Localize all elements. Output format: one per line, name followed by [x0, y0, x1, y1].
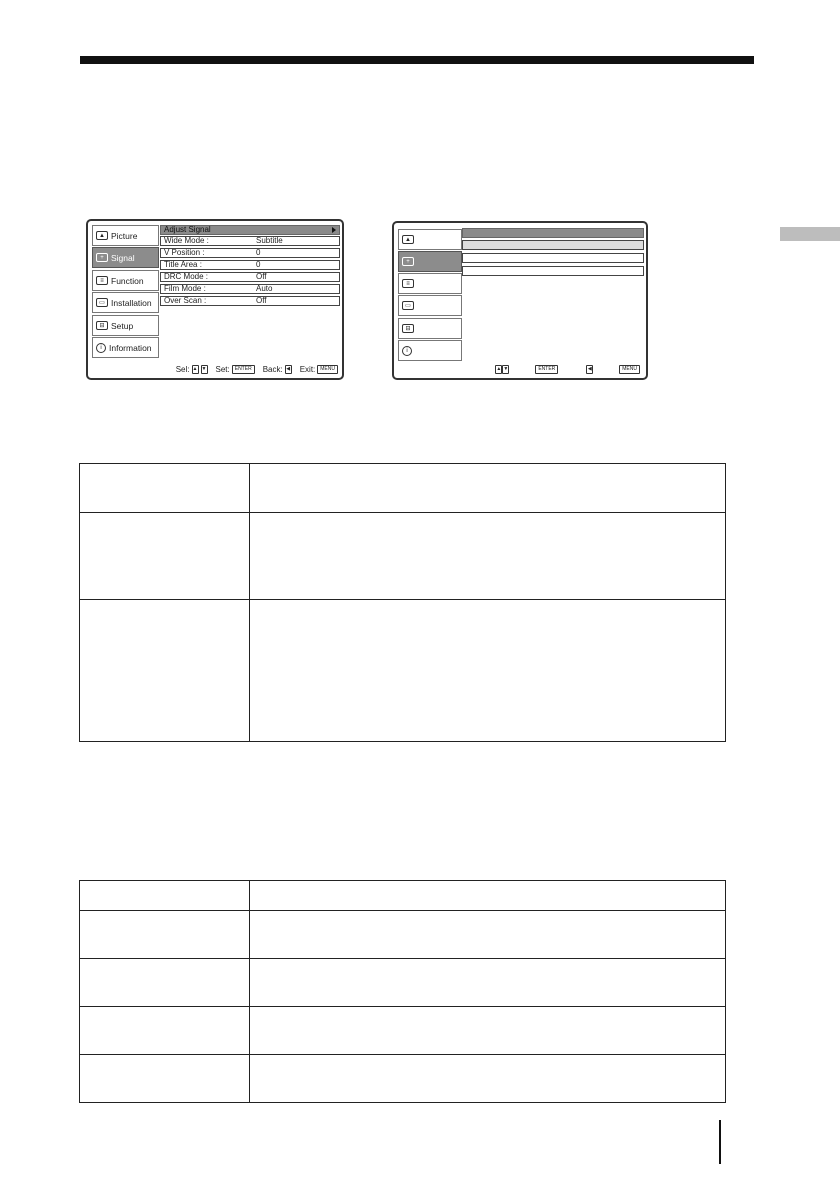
table-cell	[80, 600, 250, 742]
up-arrow-icon: ▲	[496, 366, 502, 372]
row-label: V Position :	[164, 248, 205, 257]
tab-label: Installation	[111, 297, 152, 308]
information-icon: i	[402, 346, 412, 356]
row-value: 0	[256, 260, 261, 269]
signal-icon: +	[96, 253, 108, 262]
row-label: DRC Mode :	[164, 272, 209, 281]
table-cell	[250, 1007, 726, 1055]
table-row	[80, 1055, 726, 1103]
picture-icon: ▲	[96, 231, 108, 240]
table-cell	[250, 600, 726, 742]
row-label: Wide Mode :	[164, 236, 209, 245]
table-cell	[80, 513, 250, 600]
table-cell	[80, 881, 250, 911]
row-label: Film Mode :	[164, 284, 206, 293]
footer-back-label: Back:	[262, 365, 283, 374]
table-cell	[80, 1055, 250, 1103]
settings-table	[79, 880, 726, 1103]
row-label: Title Area :	[164, 260, 202, 269]
menu-row-v-position[interactable]	[160, 248, 340, 258]
page-number-divider	[719, 1120, 721, 1164]
information-icon: i	[96, 343, 106, 353]
table-cell	[80, 911, 250, 959]
enter-key-icon: ENTER	[232, 365, 255, 374]
adjust-signal-header[interactable]	[160, 225, 340, 235]
section-side-tab	[780, 227, 840, 241]
menu-key-icon: MENU	[317, 365, 338, 374]
tab-label: Information	[109, 342, 152, 353]
tab-signal[interactable]	[398, 251, 462, 272]
menu-row-over-scan[interactable]	[160, 296, 340, 306]
back-arrow-icon: ◀	[587, 366, 592, 372]
tab-label: Setup	[111, 320, 134, 331]
settings-table	[79, 463, 726, 742]
table-row	[80, 959, 726, 1007]
menu-row-drc-mode[interactable]	[160, 272, 340, 282]
down-arrow-icon: ▼	[503, 366, 509, 372]
table-row	[80, 881, 726, 911]
menu-row[interactable]	[462, 240, 644, 250]
menu-row-wide-mode[interactable]	[160, 236, 340, 246]
table-row	[80, 911, 726, 959]
tab-picture[interactable]	[92, 225, 159, 246]
up-arrow-icon: ▲	[192, 366, 198, 372]
tab-picture[interactable]	[398, 229, 462, 250]
tab-function[interactable]	[92, 270, 159, 291]
footer-exit-label: Exit:	[299, 365, 316, 374]
table-row	[80, 1007, 726, 1055]
table-cell	[250, 513, 726, 600]
osd-footer	[176, 365, 338, 374]
table-cell	[250, 1055, 726, 1103]
enter-key-icon: ENTER	[535, 365, 558, 374]
row-value: Off	[256, 296, 267, 305]
tab-label: Signal	[111, 252, 135, 263]
tab-information[interactable]	[398, 340, 462, 361]
menu-row[interactable]	[462, 266, 644, 276]
tab-setup[interactable]	[398, 318, 462, 339]
tab-installation[interactable]	[398, 295, 462, 316]
row-value: Off	[256, 272, 267, 281]
row-value: Subtitle	[256, 236, 283, 245]
setup-icon: ⊟	[96, 321, 108, 330]
table-cell	[80, 959, 250, 1007]
menu-key-icon: MENU	[619, 365, 640, 374]
menu-row-film-mode[interactable]	[160, 284, 340, 294]
table-cell	[250, 464, 726, 513]
table-cell	[250, 959, 726, 1007]
tab-function[interactable]	[398, 273, 462, 294]
top-rule	[80, 56, 754, 64]
table-cell	[80, 464, 250, 513]
row-label: Over Scan :	[164, 296, 207, 305]
footer-set-label: Set:	[215, 365, 230, 374]
setup-icon: ⊟	[402, 324, 414, 333]
tab-label: Function	[111, 275, 144, 286]
table-cell	[80, 1007, 250, 1055]
table-cell	[250, 881, 726, 911]
table-cell	[250, 911, 726, 959]
osd-footer	[495, 365, 640, 374]
function-icon: ≡	[402, 279, 414, 288]
picture-icon: ▲	[402, 235, 414, 244]
menu-row[interactable]	[462, 253, 644, 263]
function-icon: ≡	[96, 276, 108, 285]
row-value: Auto	[256, 284, 273, 293]
installation-icon: ▭	[96, 298, 108, 307]
row-value: 0	[256, 248, 261, 257]
table-row	[80, 464, 726, 513]
chevron-right-icon	[332, 227, 336, 233]
tab-signal[interactable]	[92, 247, 159, 268]
osd-menu-screen-blank	[392, 221, 648, 380]
table-row	[80, 600, 726, 742]
menu-row-title-area[interactable]	[160, 260, 340, 270]
menu-header-label: Adjust Signal	[164, 225, 211, 234]
signal-icon: +	[402, 257, 414, 266]
osd-menu-screen	[86, 219, 344, 380]
table-row	[80, 513, 726, 600]
down-arrow-icon: ▼	[201, 366, 207, 372]
menu-header-bar[interactable]	[462, 228, 644, 238]
back-arrow-icon: ◀	[286, 366, 291, 372]
installation-icon: ▭	[402, 301, 414, 310]
tab-installation[interactable]	[92, 292, 159, 313]
footer-sel-label: Sel:	[175, 365, 190, 374]
tab-information[interactable]	[92, 337, 159, 358]
tab-setup[interactable]	[92, 315, 159, 336]
tab-label: Picture	[111, 230, 138, 241]
